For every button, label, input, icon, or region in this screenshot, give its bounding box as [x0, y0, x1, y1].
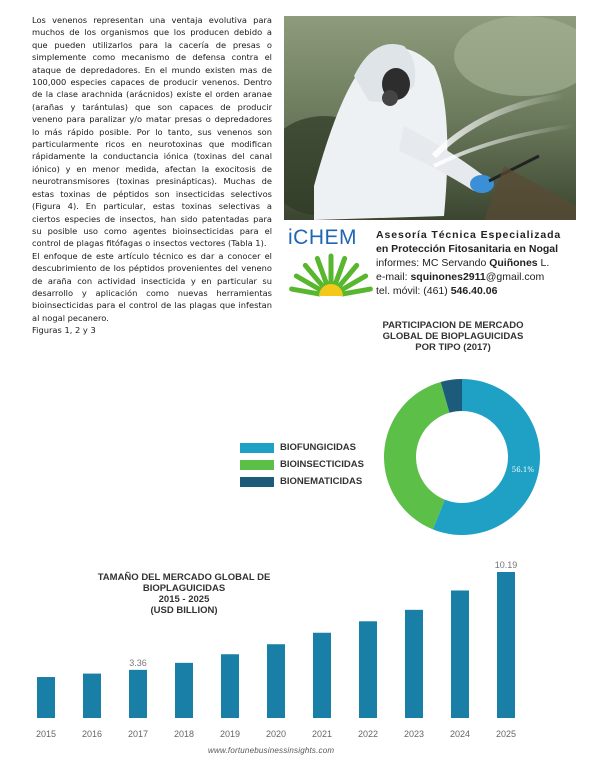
- bar-2018: [175, 663, 193, 718]
- x-tick-label: 2025: [495, 729, 517, 739]
- phone-number: 546.40.06: [450, 285, 498, 297]
- x-tick-label: 2020: [265, 729, 287, 739]
- bar-chart-title: [64, 572, 304, 616]
- ad-contact-phone: [376, 284, 574, 298]
- bar-title-line2: 2015 - 2025: [158, 594, 210, 605]
- article-paragraph-1: Los venenos representan una ventaja evolutiva para muchos de los organismos que los producen debido a que pueden utilizarlos para la cacería de presas o simplemente como mecanismo de defensa contra el ataque de depredadores. En el mundo existen mas de 100,000 especies capaces de producir venenos. Dentro de la clase arachnida (arácnidos) existe el orden aranae (arañas y tarántulas) que son capaces de producir veneno para paralizar y/o matar presas o depredadores lo más rápido posible. Por lo tanto, sus venenos son particularmente ricos en neurotoxinas que modifican rápidamente la conductancia iónica (toxinas del canal iónico) y en menor medida, afectan la exocitosis de neurotransmisores (toxinas presinápticas). Muchas de estas toxinas de péptidos son insecticidas selectivos (Figura 4). En particular, estas toxinas selectivas a ciertos especies de insectos, han sido patentadas para su posible uso como agentes bioinsecticidas para el control de plagas fitófagas o insectos vectores (Tabla 1).: [32, 15, 272, 249]
- x-tick-label: 2021: [311, 729, 333, 739]
- ad-info-panel: [284, 220, 576, 298]
- figures-reference: Figuras 1, 2 y 3: [32, 325, 96, 336]
- chart-source: www.fortunebusinessinsights.com: [208, 746, 335, 755]
- bar-2024: [451, 590, 469, 718]
- legend-label: BIOINSECTICIDAS: [280, 459, 364, 470]
- x-tick-label: 2016: [81, 729, 103, 739]
- email-prefix: e-mail:: [376, 271, 411, 283]
- bar-title-line1: TAMAÑO DEL MERCADO GLOBAL DE BIOPLAGUICIDAS: [97, 572, 271, 594]
- article-paragraph-2: El enfoque de este artículo técnico es dar a conocer el descubrimiento de los péptidos provenientes del veneno de araña con actividad insecticida y en particular su desarrollo y aplicación como nuevas herramientas bioinsecticidas para el control de las plagas que infestan al nogal pecanero.: [32, 250, 272, 323]
- contact-name-suffix: L.: [537, 257, 550, 269]
- donut-legend: [240, 440, 364, 491]
- market-size-bar-chart: [30, 556, 570, 768]
- ichem-logo-text: iCHEM: [288, 226, 357, 249]
- legend-swatch: [240, 460, 274, 470]
- donut-title-line1: PARTICIPACION DE MERCADO: [382, 320, 524, 331]
- donut-slice-label: 56.1%: [511, 465, 534, 474]
- legend-label: BIOFUNGICIDAS: [280, 442, 356, 453]
- x-tick-label: 2022: [357, 729, 379, 739]
- bar-2021: [313, 633, 331, 718]
- logo-ray: [343, 289, 371, 294]
- bar-2025: [497, 572, 515, 718]
- ad-contact-name: [376, 256, 574, 270]
- bar-title-line3: (USD BILLION): [150, 605, 218, 616]
- phone-prefix: tel. móvil: (461): [376, 285, 451, 297]
- ad-contact-email: [376, 270, 574, 284]
- ad-contact-text: [376, 228, 574, 298]
- legend-item: [240, 457, 364, 472]
- legend-item: [240, 474, 364, 489]
- legend-swatch: [240, 477, 274, 487]
- donut-title-line2: GLOBAL DE BIOPLAGUICIDAS: [382, 331, 524, 342]
- contact-name-prefix: informes: MC Servando: [376, 257, 490, 269]
- bar-2019: [221, 654, 239, 718]
- contact-name-bold: Quiñones: [489, 257, 538, 269]
- ad-photo: [284, 16, 576, 220]
- bar-2016: [83, 674, 101, 718]
- ad-title-line2: en Protección Fitosanitaria en Nogal: [376, 243, 559, 255]
- x-tick-label: 2017: [127, 729, 149, 739]
- x-tick-label: 2024: [449, 729, 471, 739]
- x-tick-label: 2018: [173, 729, 195, 739]
- logo-ray: [292, 289, 320, 294]
- bar-2022: [359, 621, 377, 718]
- bar-2017: [129, 670, 147, 718]
- legend-item: [240, 440, 364, 455]
- donut-chart-title: [368, 320, 538, 353]
- bar-data-label: 10.19: [494, 560, 518, 570]
- legend-swatch: [240, 443, 274, 453]
- donut-title-line3: POR TIPO (2017): [415, 342, 491, 353]
- bar-data-label: 3.36: [129, 657, 147, 668]
- ichem-advertisement: [284, 16, 576, 298]
- donut-plot: [372, 372, 552, 542]
- legend-label: BIONEMATICIDAS: [280, 476, 363, 487]
- sprayer-worker-image: [284, 16, 576, 220]
- email-domain: @gmail.com: [485, 271, 545, 283]
- x-tick-label: 2019: [219, 729, 241, 739]
- bar-2023: [405, 610, 423, 718]
- ad-title-line1: Asesoría Técnica Especializada: [376, 229, 562, 241]
- email-user: squinones2911: [410, 271, 486, 283]
- donut-slice-bioinsecticidas: [384, 382, 449, 529]
- bar-2015: [37, 677, 55, 718]
- article-body: [32, 14, 272, 337]
- x-tick-label: 2015: [35, 729, 57, 739]
- x-tick-label: 2023: [403, 729, 425, 739]
- bar-2020: [267, 644, 285, 718]
- market-share-donut-chart: [230, 316, 580, 546]
